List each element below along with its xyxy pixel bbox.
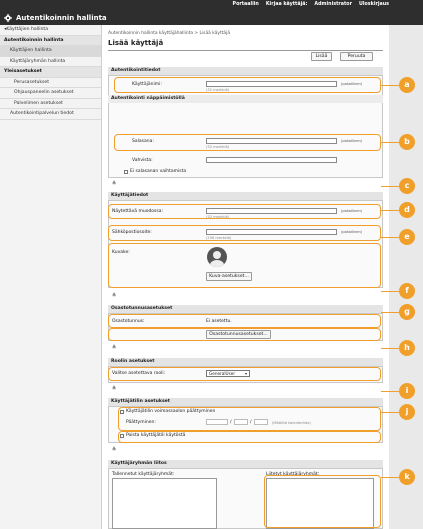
password-required: (pakollinen): [341, 139, 363, 143]
sidebar-item-auth-mgmt[interactable]: Autentikoinnin hallinta: [0, 36, 101, 47]
section-title-role: Roolin asetukset: [108, 358, 383, 366]
callout-g: g: [399, 304, 415, 320]
linked-groups-label: Liitetyt käyttäjäryhmät:: [266, 472, 320, 477]
sidebar-item-general-settings[interactable]: Yleisasetukset: [0, 67, 101, 78]
highlight-f: [108, 314, 381, 328]
section-title-auth-info: Autentikointitiedot: [108, 67, 383, 75]
page-title: Lisää käyttäjä: [108, 39, 164, 47]
section-title-groups: Käyttäjäryhmän liitos: [108, 460, 383, 468]
no-password-change-label: Ei salasanan vaihtamista: [130, 169, 187, 174]
expiry-date-label: Päättyminen:: [126, 420, 156, 425]
callout-j: j: [399, 404, 415, 420]
display-name-label: Näytettävä muodossa:: [112, 209, 164, 214]
add-button[interactable]: Lisää: [311, 52, 332, 61]
callout-c: c: [399, 178, 415, 194]
sidebar-item-user-mgmt[interactable]: Käyttäjien hallinta: [0, 46, 101, 57]
portal-link[interactable]: Portaaliin: [232, 2, 259, 7]
display-name-required: (pakollinen): [341, 209, 363, 213]
department-id-label: Osastotunnus:: [112, 319, 145, 324]
date-separator: /: [230, 420, 232, 425]
login-user-label: Kirjaa käyttäjä:: [265, 2, 308, 7]
right-margin: [389, 25, 423, 529]
sidebar-item-group-mgmt[interactable]: Käyttäjäryhmän hallinta: [0, 57, 101, 68]
connector-i: [381, 391, 399, 392]
sidebar: [0, 25, 102, 529]
connector-h: [381, 348, 399, 349]
highlight-c: [108, 204, 381, 219]
app-title-text: Autentikoinnin hallinta: [16, 14, 107, 22]
highlight-g: [108, 328, 381, 341]
section-collapse-handle[interactable]: ≚: [112, 386, 117, 392]
app-title: [4, 12, 107, 24]
sidebar-item-service-info[interactable]: Autentikointipalvelun tiedot: [0, 109, 101, 120]
highlight-b: [114, 134, 381, 151]
connector-d: [381, 210, 399, 211]
registered-groups-list[interactable]: [112, 478, 217, 529]
callout-b: b: [399, 134, 415, 150]
confirm-password-input[interactable]: [206, 157, 337, 163]
highlight-h: [108, 367, 381, 381]
connector-c: [381, 186, 399, 187]
callout-f: f: [399, 283, 415, 299]
callout-k: k: [399, 469, 415, 485]
highlight-a: [114, 77, 381, 93]
department-settings-button[interactable]: Osastotunnusasetukset...: [206, 330, 271, 339]
login-user-name: Administrator: [314, 2, 352, 7]
cancel-button[interactable]: Peruuta: [340, 52, 373, 61]
gear-icon: [4, 14, 12, 22]
connector-f: [381, 291, 399, 292]
confirm-label: Vahvista:: [132, 158, 153, 163]
highlight-i: [118, 407, 381, 431]
email-required: (pakollinen): [341, 230, 363, 234]
callout-i: i: [399, 383, 415, 399]
display-name-note: (32 merkkiä): [206, 215, 230, 219]
sidebar-item-panel-settings[interactable]: Ohjauspaneelin asetukset: [0, 88, 101, 99]
date-separator: /: [250, 420, 252, 425]
email-label: Sähköpostiosoite:: [112, 230, 152, 235]
email-note: (256 merkkiä): [206, 236, 232, 240]
callout-a: a: [399, 77, 415, 93]
connector-g: [381, 312, 399, 313]
callout-e: e: [399, 229, 415, 245]
username-label: Käyttäjänimi:: [132, 82, 162, 87]
section-title-keyboard-auth: Autentikointi näppäimistöllä: [108, 95, 383, 103]
role-label: Valitse asetettava rooli:: [112, 371, 166, 376]
top-bar: [0, 0, 423, 25]
section-collapse-handle[interactable]: ≚: [112, 447, 117, 453]
callout-d: d: [399, 202, 415, 218]
no-password-change-checkbox[interactable]: [124, 170, 128, 174]
image-label: Kuvake:: [112, 250, 130, 255]
logout-link[interactable]: Uloskirjaus: [358, 2, 389, 7]
highlight-j: [118, 431, 381, 443]
section-title-account: Käyttäjätilin asetukset: [108, 398, 383, 406]
section-collapse-handle[interactable]: ≚: [112, 293, 117, 299]
section-title-department: Osastotunnusasetukset: [108, 305, 383, 313]
connector-b: [381, 142, 399, 143]
connector-j: [381, 412, 399, 413]
highlight-k: [264, 475, 381, 528]
connector-k: [381, 477, 399, 478]
expiry-check-label: Käyttäjätilin voimassaolon päättyminen: [126, 409, 216, 414]
registered-groups-label: Tallennetut käyttäjäryhmät:: [112, 472, 175, 477]
date-hint: (Määritä kalenterista): [272, 421, 311, 425]
username-note: (32 merkkiä): [206, 88, 230, 92]
password-note: (32 merkkiä): [206, 145, 230, 149]
sidebar-item-server-settings[interactable]: Palvelimen asetukset: [0, 99, 101, 110]
title-divider: [108, 50, 383, 51]
username-required: (pakollinen): [341, 82, 363, 86]
section-collapse-handle[interactable]: ≚: [112, 345, 117, 351]
breadcrumb: Autentikoinnin hallinta käyttäjähallinta > Lisää käyttäjä: [108, 31, 231, 36]
disable-account-label: Poista käyttäjätili käytöstä: [126, 433, 186, 438]
role-selected-value: GeneralUser: [209, 371, 236, 376]
sidebar-item-back-user-mgmt[interactable]: ◂Käyttäjien hallinta: [0, 25, 101, 36]
connector-a: [381, 85, 399, 86]
top-links: [233, 2, 389, 7]
highlight-e: [108, 243, 381, 288]
department-id-value: Ei asetettu.: [206, 319, 232, 324]
password-label: Salasana:: [132, 139, 154, 144]
callout-h: h: [399, 340, 415, 356]
section-collapse-handle[interactable]: ≚: [112, 181, 117, 187]
image-settings-button[interactable]: Kuva-asetukset...: [206, 272, 252, 281]
highlight-d: [108, 225, 381, 241]
section-title-user-info: Käyttäjätiedot: [108, 192, 383, 200]
sidebar-item-basic-settings[interactable]: Perusasetukset: [0, 78, 101, 89]
connector-e: [381, 237, 399, 238]
